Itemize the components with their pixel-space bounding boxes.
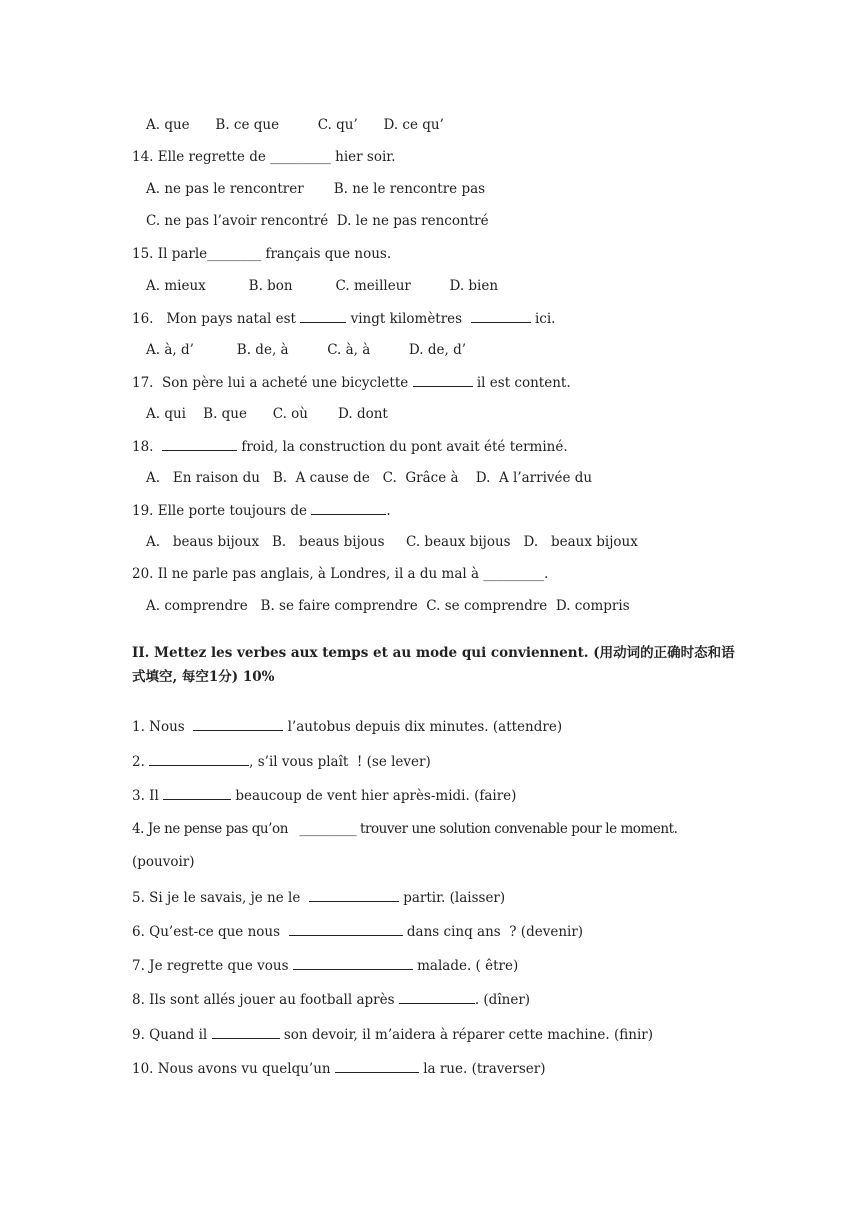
question-14 (132, 148, 396, 166)
s2-q8-blank (399, 990, 475, 1004)
section2-question-9 (132, 1025, 653, 1044)
q14-options-row2: C. ne pas l’avoir rencontré D. le ne pas rencontré (146, 213, 489, 229)
s2-q7-blank (293, 956, 413, 970)
q18-text-after: froid, la construction du pont avait été terminé. (237, 439, 568, 455)
s2-q10-text-after: la rue. (traverser) (418, 1061, 546, 1077)
s2-q4-text-before: 4. Je ne pense pas qu’on (132, 821, 300, 837)
s2-q4-text-after: trouver une solution convenable pour le moment. (356, 821, 678, 837)
s2-q2-blank (149, 752, 249, 766)
q17-text-after: il est content. (472, 375, 571, 391)
q15-text-before: 15. Il parle (132, 246, 208, 262)
section2-question-4-continued: (pouvoir) (132, 854, 195, 870)
s2-q7-text-after: malade. ( être) (412, 958, 519, 974)
s2-q5-blank (309, 888, 399, 902)
s2-q9-blank (212, 1025, 280, 1039)
q19-options: A. beaus bijoux B. beaus bijous C. beaux bijous D. beaux bijoux (146, 534, 638, 550)
q13-options: A. que B. ce que C. qu’ D. ce qu’ (146, 117, 444, 133)
s2-q6-text-before: 6. Qu’est-ce que nous (132, 924, 289, 940)
s2-q6-text-after: dans cinq ans ? (devenir) (402, 924, 584, 940)
section2-question-1 (132, 717, 562, 736)
q16-text-middle: vingt kilomètres (346, 311, 471, 327)
s2-q8-text-after: . (dîner) (474, 992, 531, 1008)
q19-text-before: 19. Elle porte toujours de (132, 503, 312, 519)
q20-text-before: 20. Il ne parle pas anglais, à Londres, il a du mal à (132, 566, 484, 582)
section2-question-6 (132, 922, 583, 941)
section-2-heading: II. Mettez les verbes aux temps et au mode qui conviennent. (用动词的正确时态和语式填空, 每空1分) 10% (132, 645, 735, 685)
q16-text-before: 16. Mon pays natal est (132, 311, 301, 327)
s2-q4-blank: _________ (299, 821, 357, 837)
q16-text-after: ici. (530, 311, 556, 327)
section2-question-10 (132, 1059, 545, 1078)
s2-q3-text-before: 3. Il (132, 788, 164, 804)
s2-q2-text-before: 2. (132, 754, 150, 770)
s2-q5-text-before: 5. Si je le savais, je ne le (132, 890, 309, 906)
s2-q3-blank (163, 786, 231, 800)
q14-options-row1: A. ne pas le rencontrer B. ne le rencontre pas (146, 181, 486, 197)
s2-q7-text-before: 7. Je regrette que vous (132, 958, 293, 974)
question-16 (132, 309, 555, 328)
question-19 (132, 501, 391, 520)
s2-q5-text-after: partir. (laisser) (398, 890, 506, 906)
q14-text-before: 14. Elle regrette de (132, 149, 271, 165)
section2-question-7 (132, 956, 518, 975)
q19-text-after: . (386, 503, 391, 519)
q15-options: A. mieux B. bon C. meilleur D. bien (146, 278, 499, 294)
s2-q9-text-before: 9. Quand il (132, 1027, 212, 1043)
q18-blank (162, 437, 237, 451)
q15-blank: ________ (207, 246, 262, 262)
section2-question-5 (132, 888, 505, 907)
s2-q6-blank (289, 922, 403, 936)
q17-options: A. qui B. que C. où D. dont (146, 406, 388, 422)
question-17 (132, 373, 571, 392)
question-20 (132, 565, 548, 583)
s2-q1-text-before: 1. Nous (132, 719, 194, 735)
q14-blank: _________ (270, 149, 331, 165)
s2-q1-blank (193, 717, 283, 731)
s2-q3-text-after: beaucoup de vent hier après-midi. (faire) (231, 788, 517, 804)
s2-q9-text-after: son devoir, il m’aidera à réparer cette machine. (finir) (279, 1027, 653, 1043)
section2-question-2 (132, 752, 431, 771)
s2-q10-text-before: 10. Nous avons vu quelqu’un (132, 1061, 335, 1077)
q16-blank-1 (300, 309, 346, 323)
q14-text-after: hier soir. (330, 149, 396, 165)
q15-text-after: français que nous. (261, 246, 392, 262)
s2-q1-text-after: l’autobus depuis dix minutes. (attendre) (283, 719, 563, 735)
q17-blank (413, 373, 473, 387)
q19-blank (311, 501, 386, 515)
q18-text-before: 18. (132, 439, 163, 455)
q16-blank-2 (471, 309, 531, 323)
q20-options: A. comprendre B. se faire comprendre C. se comprendre D. compris (146, 598, 630, 614)
q18-options: A. En raison du B. A cause de C. Grâce à D. A l’arrivée du (146, 470, 593, 486)
q16-options: A. à, d’ B. de, à C. à, à D. de, d’ (146, 342, 466, 358)
q20-blank: _________ (483, 566, 545, 582)
s2-q10-blank (335, 1059, 419, 1073)
question-15 (132, 245, 391, 263)
question-18 (132, 437, 568, 456)
section2-question-3 (132, 786, 516, 805)
q20-text-after: . (544, 566, 549, 582)
s2-q2-text-after: , s’il vous plaît ! (se lever) (249, 754, 431, 770)
section2-question-8 (132, 990, 530, 1009)
s2-q8-text-before: 8. Ils sont allés jouer au football après (132, 992, 399, 1008)
section2-question-4 (132, 820, 677, 838)
q17-text-before: 17. Son père lui a acheté une bicyclette (132, 375, 413, 391)
